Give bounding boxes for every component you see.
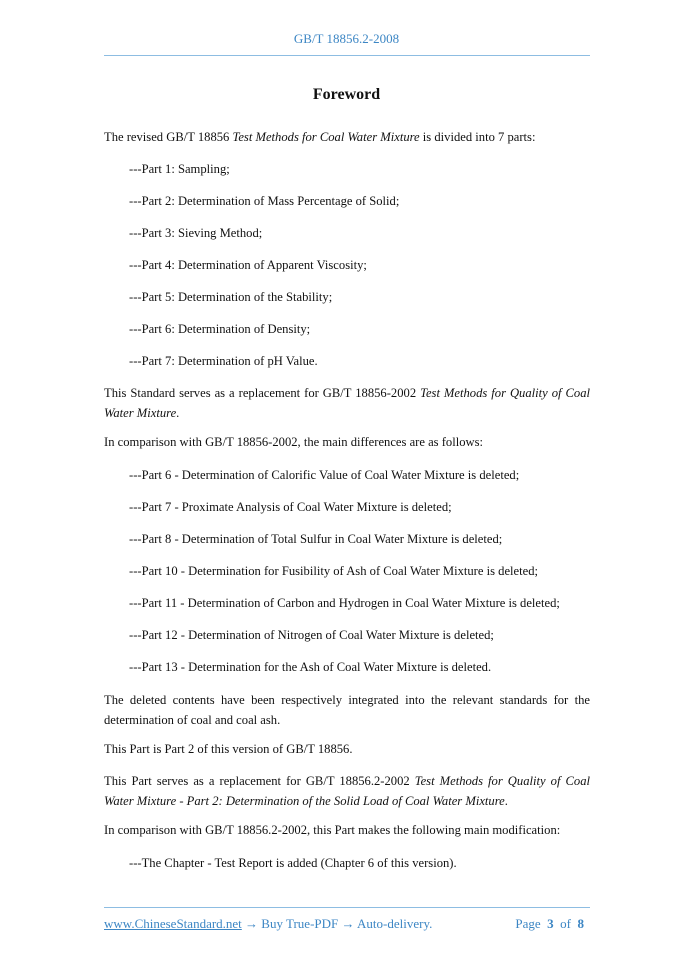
total-pages: 8 <box>577 916 584 931</box>
part-replacement-paragraph: This Part serves as a replacement for GB/T 18856.2-2002 Test Methods for Quality of Coal Water Mixture - Part 2: Determination of the Solid Load of Coal Water Mixture. <box>104 774 590 808</box>
header-doc-id: GB/T 18856.2-2008 <box>293 31 400 46</box>
deleted-note: The deleted contents have been respectively integrated into the relevant standards for the determination of coal and coal ash. <box>104 693 590 727</box>
arrow-right-icon: → <box>241 916 262 931</box>
auto-delivery-text: Auto-delivery. <box>357 916 433 931</box>
arrow-right-icon: → <box>338 916 358 931</box>
chinesestandard-link[interactable]: www.ChineseStandard.net <box>104 916 242 931</box>
modification-intro: In comparison with GB/T 18856.2-2002, this Part makes the following main modification: <box>104 823 561 837</box>
difference-item: ---Part 10 - Determination for Fusibility of Ash of Coal Water Mixture is deleted; <box>129 564 539 578</box>
difference-item: ---Part 12 - Determination of Nitrogen of Coal Water Mixture is deleted; <box>129 628 494 642</box>
page-number: Page 3 of 8 <box>515 916 584 931</box>
parts-list-item: ---Part 3: Sieving Method; <box>129 226 263 240</box>
comparison-intro: In comparison with GB/T 18856-2002, the main differences are as follows: <box>104 435 484 449</box>
parts-list-item: ---Part 2: Determination of Mass Percentage of Solid; <box>129 194 400 208</box>
header-rule <box>104 55 590 56</box>
difference-item: ---Part 8 - Determination of Total Sulfur in Coal Water Mixture is deleted; <box>129 532 503 546</box>
buy-pdf-text: Buy True-PDF <box>261 916 339 931</box>
current-page: 3 <box>547 916 554 931</box>
intro-paragraph: The revised GB/T 18856 Test Methods for Coal Water Mixture is divided into 7 parts: <box>104 130 536 144</box>
parts-list-item: ---Part 5: Determination of the Stability; <box>129 290 333 304</box>
part-note: This Part is Part 2 of this version of GB/T 18856. <box>104 742 353 756</box>
parts-list-item: ---Part 1: Sampling; <box>129 162 230 176</box>
page-title: Foreword <box>312 86 381 103</box>
difference-item: ---Part 11 - Determination of Carbon and Hydrogen in Coal Water Mixture is deleted; <box>129 596 560 610</box>
difference-item: ---Part 6 - Determination of Calorific Value of Coal Water Mixture is deleted; <box>129 468 520 482</box>
difference-item: ---Part 7 - Proximate Analysis of Coal Water Mixture is deleted; <box>129 500 452 514</box>
parts-list-item: ---Part 4: Determination of Apparent Viscosity; <box>129 258 367 272</box>
replacement-paragraph: This Standard serves as a replacement for GB/T 18856-2002 Test Methods for Quality of Coal Water Mixture. <box>104 386 590 420</box>
footer-rule <box>104 907 590 908</box>
modification-item: ---The Chapter - Test Report is added (Chapter 6 of this version). <box>129 856 457 870</box>
parts-list-item: ---Part 6: Determination of Density; <box>129 322 311 336</box>
footer <box>104 916 590 932</box>
parts-list-item: ---Part 7: Determination of pH Value. <box>129 354 318 368</box>
difference-item: ---Part 13 - Determination for the Ash of Coal Water Mixture is deleted. <box>129 660 492 674</box>
